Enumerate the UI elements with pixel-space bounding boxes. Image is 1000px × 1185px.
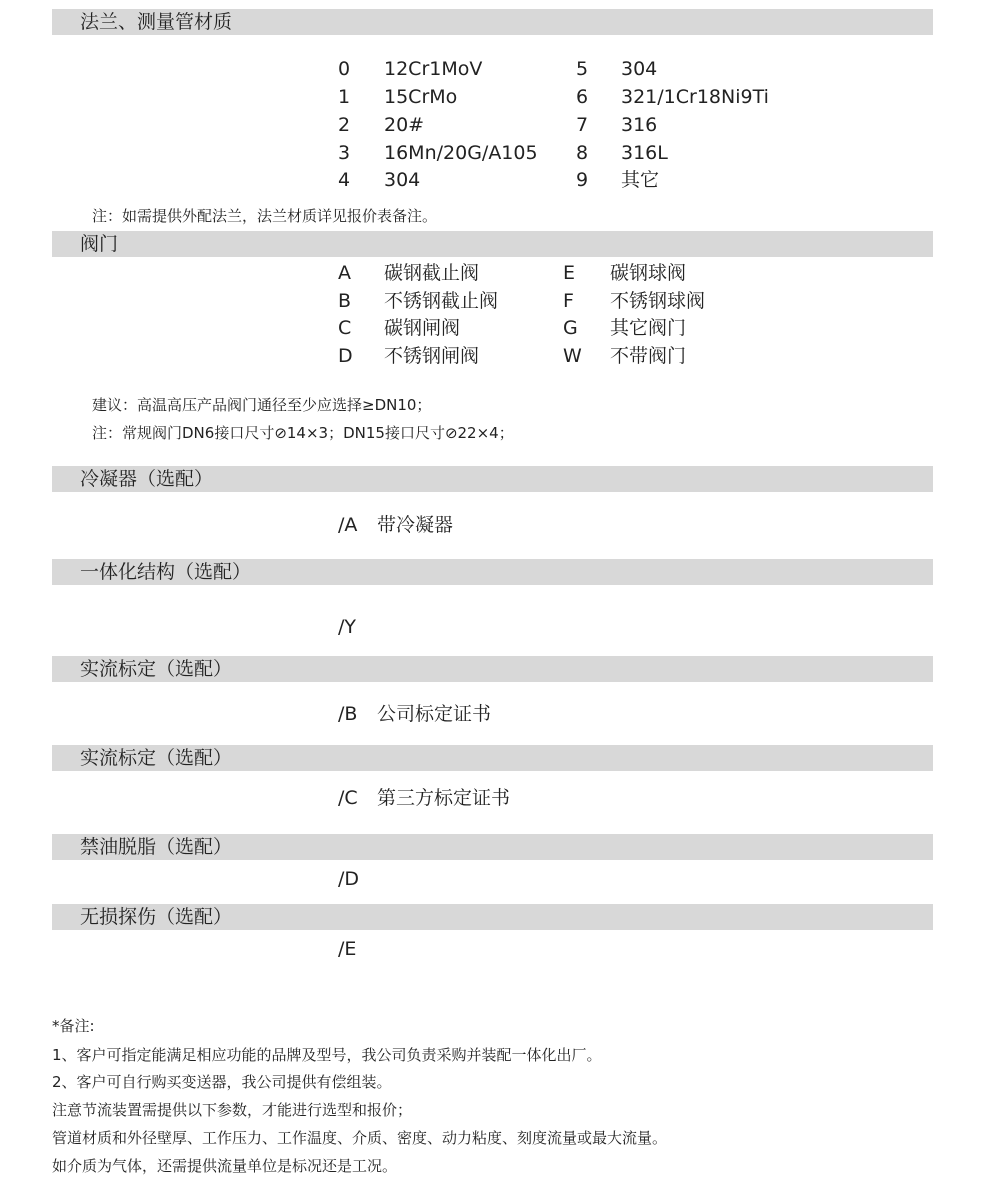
section-title: 无损探伤（选配） (80, 906, 233, 928)
section-title: 禁油脱脂（选配） (80, 836, 233, 858)
option-label: 304 (384, 169, 421, 191)
section-header-condenser (52, 466, 933, 492)
option-label: 不锈钢闸阀 (384, 345, 480, 367)
option-label: 碳钢截止阀 (384, 262, 480, 284)
remark-line: 管道材质和外径壁厚、工作压力、工作温度、介质、密度、动力粘度、刻度流量或最大流量。 (52, 1129, 668, 1147)
section-header-calibration-third-party (52, 745, 933, 771)
option-label: 不带阀门 (610, 345, 687, 367)
option-label: 304 (621, 58, 658, 80)
remark-line: 注意节流装置需提供以下参数，才能进行选型和报价； (52, 1101, 413, 1119)
option-code: A (338, 262, 351, 284)
remarks-heading: *备注: (52, 1017, 95, 1035)
remark-line: 2、客户可自行购买变送器，我公司提供有偿组装。 (52, 1073, 392, 1091)
option-code: 3 (338, 142, 351, 164)
option-code: C (338, 317, 352, 339)
valve-note: 注：常规阀门DN6接口尺寸⊘14×3；DN15接口尺寸⊘22×4； (92, 424, 514, 442)
section-title: 实流标定（选配） (80, 747, 233, 769)
remark-line: 1、客户可指定能满足相应功能的品牌及型号，我公司负责采购并装配一体化出厂。 (52, 1046, 602, 1064)
option-code: D (338, 345, 353, 367)
section-header-valve (52, 231, 933, 257)
option-code: F (563, 290, 574, 312)
option-code: 9 (576, 169, 589, 191)
option-label: 碳钢闸阀 (384, 317, 461, 339)
option-code: /C (338, 787, 358, 809)
section-header-degrease (52, 834, 933, 860)
option-label: 12Cr1MoV (384, 58, 483, 80)
valve-suggestion: 建议：高温高压产品阀门通径至少应选择≥DN10； (92, 396, 432, 414)
section-title: 法兰、测量管材质 (80, 11, 233, 33)
option-label: 316 (621, 114, 658, 136)
option-label: 316L (621, 142, 668, 164)
option-label: 第三方标定证书 (377, 787, 511, 809)
option-code: 8 (576, 142, 589, 164)
section-header-ndt (52, 904, 933, 930)
option-code: 6 (576, 86, 589, 108)
option-code: /E (338, 938, 357, 960)
option-label: 公司标定证书 (377, 703, 492, 725)
option-label: 20# (384, 114, 425, 136)
section-header-flange (52, 9, 933, 35)
option-code: G (563, 317, 578, 339)
option-code: 5 (576, 58, 589, 80)
option-code: 2 (338, 114, 351, 136)
option-code: /B (338, 703, 358, 725)
option-code: 0 (338, 58, 351, 80)
option-code: B (338, 290, 352, 312)
option-code: E (563, 262, 576, 284)
section-header-integrated (52, 559, 933, 585)
option-label: 其它 (621, 169, 660, 191)
option-code: /A (338, 514, 358, 536)
section-title: 一体化结构（选配） (80, 561, 252, 583)
option-label: 不锈钢球阀 (610, 290, 706, 312)
option-label: 带冷凝器 (377, 514, 454, 536)
option-code: 1 (338, 86, 351, 108)
section-title: 冷凝器（选配） (80, 468, 214, 490)
section-header-calibration-company (52, 656, 933, 682)
option-code: 4 (338, 169, 351, 191)
option-label: 15CrMo (384, 86, 458, 108)
option-code: /D (338, 868, 360, 890)
option-label: 不锈钢截止阀 (384, 290, 499, 312)
flange-note: 注：如需提供外配法兰，法兰材质详见报价表备注。 (92, 207, 438, 225)
option-label: 其它阀门 (610, 317, 687, 339)
option-label: 321/1Cr18Ni9Ti (621, 86, 769, 108)
section-title: 阀门 (80, 233, 119, 255)
option-label: 16Mn/20G/A105 (384, 142, 538, 164)
section-title: 实流标定（选配） (80, 658, 233, 680)
option-code: /Y (338, 616, 357, 638)
remark-line: 如介质为气体，还需提供流量单位是标况还是工况。 (52, 1157, 398, 1175)
option-code: W (563, 345, 582, 367)
option-label: 碳钢球阀 (610, 262, 687, 284)
option-code: 7 (576, 114, 589, 136)
